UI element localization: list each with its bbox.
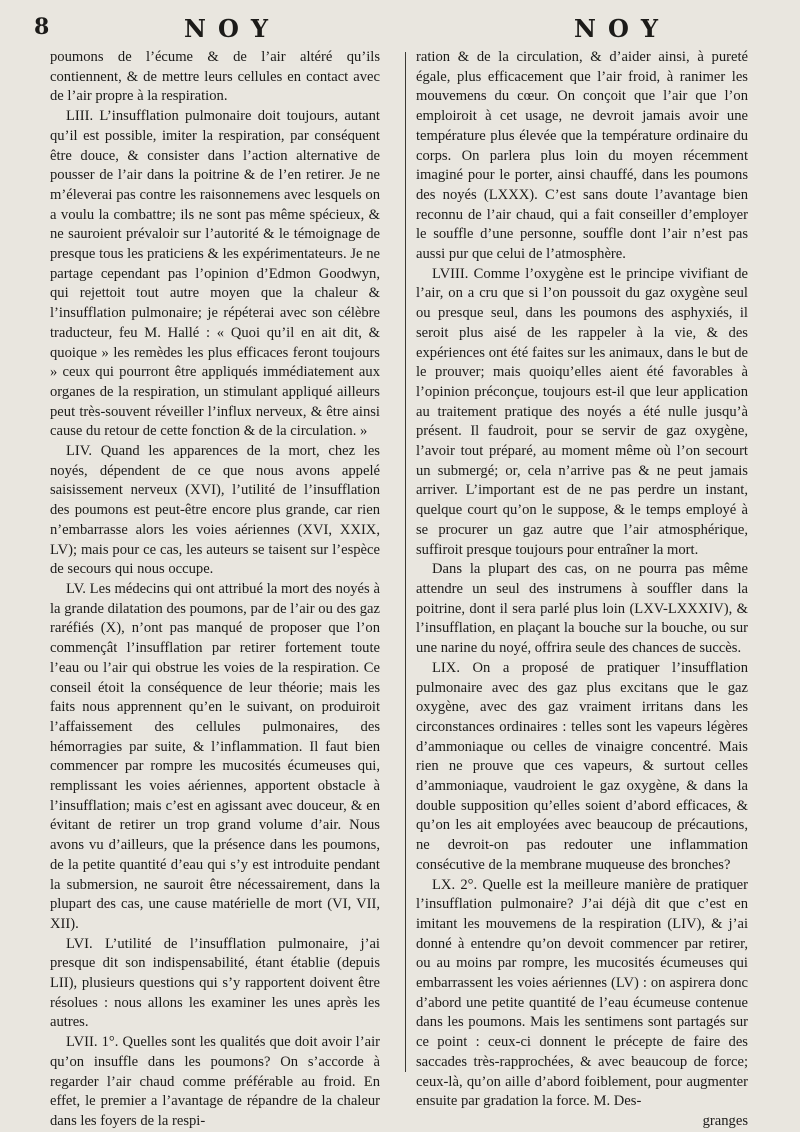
paragraph-lx: LX. 2°. Quelle est la meilleure manière de pratiquer l’insufflation pulmonaire? J’ai déjà dit que c’est en imitant les mouvemens de la respiration (LIV), & j’ai donné à entendre qu’on devoit commencer par retirer, ou au moins par rompre, les mucosités écumeuses qui embarrassent les voies aériennes (LV) : on aspirera donc d’abord une petite quantité de l’eau écumeuse contenue dans les poumons. Mais les sentimens sont partagés sur ce point : ceux-ci donnent le précepte de faire des saccades très-rapprochées, & avec beaucoup de force; ceux-là, qu’on aille d’abord foiblement, pour augmenter ensuite par gradation la force. M. Des- <box>416 876 748 1110</box>
running-head-left: NOY <box>184 14 280 43</box>
paragraph-lvii: LVII. 1°. Quelles sont les qualités que doit avoir l’air qu’on insuffle dans les poumons? On s’accorde à regarder l’air chaud comme préférable au froid. En effet, le premier a l’avantage de répandre de la chaleur dans les foyers de la respi- <box>50 1034 380 1129</box>
page-number: 8 <box>34 14 50 40</box>
paragraph-lviii-b: Dans la plupart des cas, on ne pourra pas même attendre un seul des instrumens à souffler dans la poitrine, dont il sera parlé plus loin (LXV-LXXXIV), & l’insufflation, en plaçant la bouche sur la bouche, ou sur une narine du noyé, offrira seule des chances de succès. <box>416 561 748 657</box>
paragraph-lv: LV. Les médecins qui ont attribué la mort des noyés à la grande dilatation des poumons, par de l’air ou des gaz raréfiés (X), n’ont pas manqué de proposer que l’on commençât l’insufflation par retirer fortement toute l’eau ou l’air qui obstrue les voies de la respiration. Ce conseil étoit la conséquence de leur théorie; mais les faits nous apprennent qu’en le suivant, on produiroit l’affaissement des cellules pulmonaires, des hémorragies par suite, & l’inflammation. Il faut bien commencer par rompre les mucosités écumeuses qui, remplissant les voies aériennes, apportent obstacle à l’insufflation; mais c’est en agissant avec douceur, & en évitant de retirer un trop grand volume d’air. Nous avons vu d’ailleurs, que la présence dans les poumons, de la petite quantité d’eau qui s’y est introduite pendant la submersion, ne sauroit être nécessairement, dans la plupart des cas, une cause matérielle de mort (VI, VII, XII). <box>50 580 380 932</box>
paragraph-liv: LIV. Quand les apparences de la mort, chez les noyés, dépendent de ce que nous avons appelé saisissement nerveux (XVI), l’utilité de l’insufflation des poumons est peut-être encore plus grande, car rien n’embarrasse alors les voies aériennes (XVI, XXIX, LV); mais pour ce cas, les auteurs se taisent sur l’espèce de secours qui nous occupe. <box>50 443 380 578</box>
column-divider <box>405 52 406 1072</box>
catchword: granges <box>702 1112 748 1129</box>
paragraph-lix: LIX. On a proposé de pratiquer l’insufflation pulmonaire avec des gaz plus excitans que le gaz oxygène, avec des gaz vraiment irritans dans les circonstances ordinaires : telles sont les vapeurs légères d’ammoniaque ou celles de vinaigre concentré. Mais rien ne prouve que ces vapeurs, & surtout celles d’ammoniaque, vaudroient le gaz oxygène, & dans la double supposition qu’elles soient d’abord efficaces, & qu’on les ait employées avec beaucoup de précautions, ne devroit-on pas redouter une inflammation consécutive de la membrane muqueuse des bronches? <box>416 659 748 873</box>
paragraph-continued: poumons de l’écume & de l’air altéré qu’ils contiennent, & de mettre leurs cellules en contact avec de l’air propre à la respiration. <box>50 49 380 105</box>
paragraph-lviii: LVIII. Comme l’oxygène est le principe vivifiant de l’air, on a cru que si l’on poussoit du gaz oxygène seul ou presque seul, dans les poumons des asphyxiés, il seroit plus aisé de les rappeler à la vie, & des expériences ont été faites sur les animaux, dans le but de le prouver; mais quoiqu’elles aient été favorables à l’opinion préconçue, toujours est-il que leur application au traitement pratique des noyés a été nulle jusqu’à présent. Il faudroit, pour se servir de gaz oxygène, l’avoir tout préparé, au moment même où l’on secourt un submergé; or, cela n’arrive pas & ne peut jamais arriver. L’important est de ne pas perdre un instant, quelque court qu’on le suppose, & le temps employé à se procurer un gaz autre que l’air atmosphérique, suffiroit presque toujours pour entraîner la mort. <box>416 265 748 558</box>
paragraph-lvii-continued: ration & de la circulation, & d’aider ainsi, à pureté égale, plus efficacement que l’air froid, à ranimer les mouvemens du cœur. On conçoit que l’air que l’on emploiroit à cet usage, ne devroit jamais avoir une température plus élevée que la température ordinaire du corps. On parlera plus loin du moyen récemment imaginé pour le porter, ainsi chauffé, dans les poumons des noyés (LXXX). C’est sans doute l’avantage bien reconnu de l’air chaud, qui a fait conseiller d’employer le souffle d’une personne, souffle dont l’air n’est pas aussi pur que celui de l’atmosphère. <box>416 49 748 263</box>
right-column <box>416 48 748 1132</box>
paragraph-lvi: LVI. L’utilité de l’insufflation pulmonaire, j’ai presque dit son indispensabilité, étant établie (depuis LII), plusieurs questions qui s’y rapportent doivent être résolues : nous allons les examiner les unes après les autres. <box>50 935 380 1031</box>
running-head-right: NOY <box>574 14 670 43</box>
paragraph-liii: LIII. L’insufflation pulmonaire doit toujours, autant qu’il est possible, imiter la respiration, par conséquent être douce, & consister dans l’action alternative de pousser de l’air dans la poitrine & de l’en retirer. Je ne m’éleverai pas contre les raisonnemens avec lesquels on a voulu la combattre; ils ne sont pas même spécieux, & ne sauroient prévaloir sur l’autorité & le témoignage de presque tous les praticiens & les expérimentateurs. Je ne partage cependant pas l’opinion d’Edmon Goodwyn, qui rejettoit tout autre moyen que la chaleur & l’insufflation pulmonaire; je répéterai avec son célèbre traducteur, feu M. Hallé : « Quoi qu’il en ait dit, & quoique » les remèdes les plus efficaces feront toujours » ceux qui pourront être appliqués immédiatement aux organes de la respiration, un stimulant appliqué ailleurs peut très-souvent réveiller l’influx nerveux, & être ainsi cause du retour de cette fonction & de la circulation. » <box>50 108 380 440</box>
page-header <box>34 14 778 44</box>
left-column <box>50 48 380 1132</box>
